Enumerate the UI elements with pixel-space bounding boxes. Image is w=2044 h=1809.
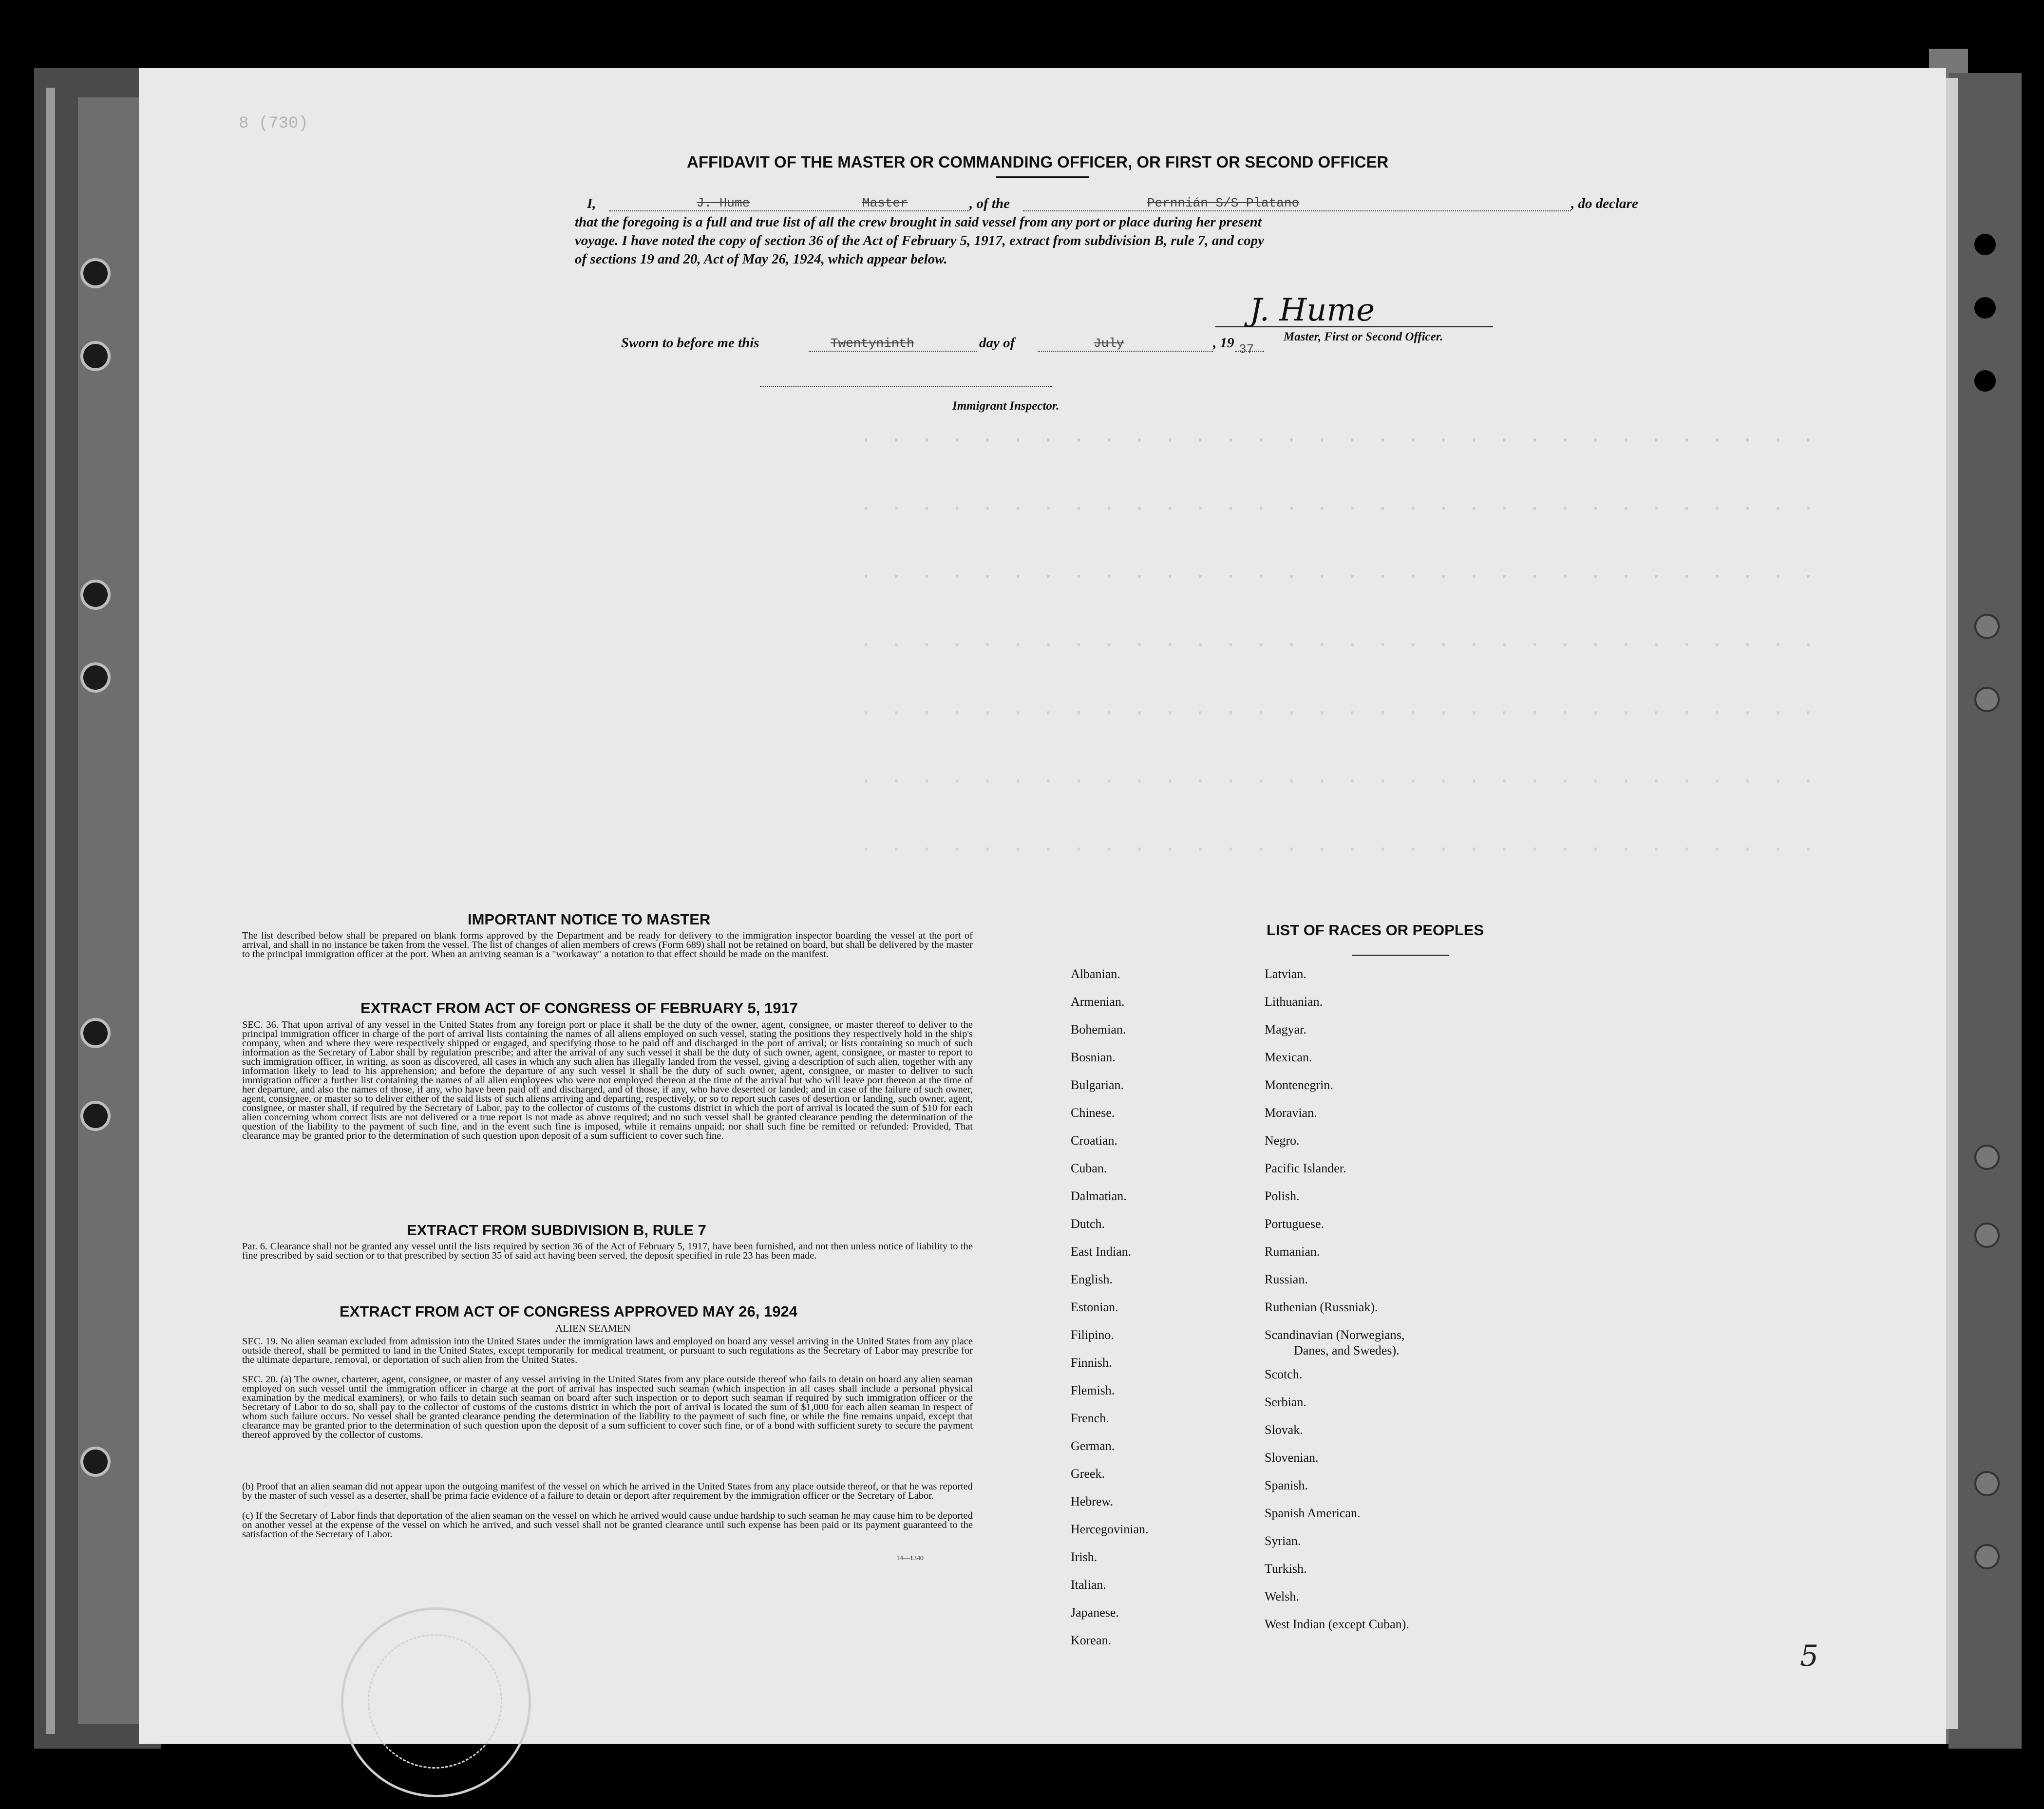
day-fill: Twentyninth <box>831 336 914 351</box>
race-item: Scandinavian (Norwegians, <box>1265 1328 1405 1342</box>
bleed-through-row: · · · · · · · · · · · · · · · · · · · · · · · · · · · · · · · · <box>860 429 1817 452</box>
race-item: Korean. <box>1071 1633 1112 1647</box>
page-mark: 5 <box>1800 1639 1819 1673</box>
inspector-caption: Immigrant Inspector. <box>952 399 1060 413</box>
sworn-label: Sworn to before me this <box>621 335 759 351</box>
affidavit-line2: that the foregoing is a full and true list of all the crew brought in said vessel from any port or place during her present <box>575 214 1262 230</box>
affidavit-title: AFFIDAVIT OF THE MASTER OR COMMANDING OFFICER, OR FIRST OR SECOND OFFICER <box>687 153 1389 171</box>
race-item: Bohemian. <box>1071 1022 1126 1036</box>
race-item: Lithuanian. <box>1265 995 1323 1009</box>
day-line <box>809 351 977 352</box>
binder-edge <box>46 88 55 1734</box>
of-the-label: , of the <box>969 196 1010 211</box>
race-item: Serbian. <box>1265 1395 1306 1409</box>
race-item: Filipino. <box>1071 1328 1114 1342</box>
bleed-through-row: · · · · · · · · · · · · · · · · · · · · · · · · · · · · · · · · <box>860 497 1817 520</box>
race-item: Moravian. <box>1265 1106 1317 1120</box>
punch-hole <box>1974 614 2000 639</box>
race-item: Irish. <box>1071 1550 1098 1564</box>
signer-caption: Master, First or Second Officer. <box>1284 330 1443 343</box>
race-item: Latvian. <box>1265 967 1306 981</box>
race-item: Italian. <box>1071 1578 1106 1592</box>
signature-line <box>1215 326 1493 327</box>
race-item: Danes, and Swedes). <box>1294 1343 1400 1357</box>
sec20b-text: (b) Proof that an alien seaman did not appear upon the outgoing manifest of the vessel on which he arrived in the United States from any place outside thereof, or that he was reported by the master of such vessel as a deserter, shall be prima facie evidence of a failure to detain or deport after requirement by the immigration officer or the Secretary of Labor. <box>242 1481 973 1501</box>
vessel-fill: Pernnián S/S Platano <box>1147 196 1300 210</box>
form-code: 8 (730) <box>239 114 308 133</box>
race-item: Ruthenian (Russniak). <box>1265 1300 1378 1314</box>
binder-hole <box>80 258 111 288</box>
race-item: Slovenian. <box>1265 1451 1319 1465</box>
race-item: Mexican. <box>1265 1050 1312 1064</box>
do-declare-label: , do declare <box>1571 196 1638 211</box>
name-line <box>609 210 969 211</box>
race-item: Hercegovinian. <box>1071 1522 1149 1536</box>
race-item: Dalmatian. <box>1071 1189 1127 1203</box>
race-item: Estonian. <box>1071 1300 1118 1314</box>
year-fill: 37 <box>1239 342 1254 357</box>
year-prefix: , 19 <box>1213 335 1234 351</box>
race-item: Croatian. <box>1071 1133 1118 1148</box>
race-item: Scotch. <box>1265 1367 1303 1381</box>
extract-rule7-text: Par. 6. Clearance shall not be granted any vessel until the lists required by section 36 of the Act of February 5, 1917, have been furnished, and not then unless notice of liability to the fine prescribed by said section or to that prescribed by section 35 of said act having been served, the deposit specified in rule 23 has been made. <box>242 1241 973 1261</box>
extract-rule7-title: EXTRACT FROM SUBDIVISION B, RULE 7 <box>407 1222 706 1239</box>
master-signature: J. Hume <box>1249 292 1375 328</box>
race-item: Albanian. <box>1071 967 1120 981</box>
affidavit-i: I, <box>587 196 596 211</box>
race-item: Montenegrin. <box>1265 1078 1333 1092</box>
punch-hole <box>1974 297 1996 319</box>
binder-hole <box>80 1018 111 1048</box>
race-item: Portuguese. <box>1265 1217 1325 1231</box>
binder-hole <box>80 580 111 610</box>
name-fill: J. Hume <box>697 196 750 210</box>
extract-1917-title: EXTRACT FROM ACT OF CONGRESS OF FEBRUARY 5, 1917 <box>360 999 798 1017</box>
race-item: Polish. <box>1265 1189 1300 1203</box>
punch-hole <box>1974 1544 2000 1569</box>
rank-fill: Master <box>862 196 908 210</box>
binder-hole <box>80 1447 111 1477</box>
race-item: Cuban. <box>1071 1161 1107 1175</box>
bleed-through-row: · · · · · · · · · · · · · · · · · · · · · · · · · · · · · · · · <box>860 633 1817 657</box>
affidavit-line4: of sections 19 and 20, Act of May 26, 1924, which appear below. <box>575 251 947 267</box>
notice-text: The list described below shall be prepared on blank forms approved by the Department and be ready for delivery to the immigration inspector boarding the vessel at the port of arrival, and shall in no instance be taken from the vessel. The list of changes of alien members of crews (Form 689) shall not be retained on board, but shall be delivered by the master to the principal immigration officer at the port. When an arriving seaman is a "workaway" a notation to that effect should be made on the manifest. <box>242 930 973 960</box>
extract-1924-title: EXTRACT FROM ACT OF CONGRESS APPROVED MAY 26, 1924 <box>340 1303 797 1320</box>
punch-hole <box>1974 234 1996 255</box>
bleed-through-row: · · · · · · · · · · · · · · · · · · · · · · · · · · · · · · · · <box>860 770 1817 793</box>
affidavit-line3: voyage. I have noted the copy of section 36 of the Act of February 5, 1917, extract from subdivision B, rule 7, and copy <box>575 233 1264 248</box>
race-item: Greek. <box>1071 1467 1105 1481</box>
race-item: Slovak. <box>1265 1423 1303 1437</box>
race-item: Bosnian. <box>1071 1050 1116 1064</box>
race-item: Russian. <box>1265 1272 1308 1286</box>
day-of-label: day of <box>979 335 1015 351</box>
race-item: Chinese. <box>1071 1106 1115 1120</box>
sec20-text: SEC. 20. (a) The owner, charterer, agent, consignee, or master of any vessel arriving in the United States from any place outside thereof who fails to detain on board any alien seaman employed on such vessel until the immigration officer in charge at the port of arrival has inspected such seaman (which inspection in all cases shall include a personal physical examination by the medical examiners), or who fails to detain such seaman on board after such inspection or to deport such seaman if required by such immigration officer or the Secretary of Labor to do so, shall pay to the collector of customs of the customs district in which the port of arrival is located the sum of $1,000 for each alien seaman in respect of whom such failure occurs. No vessel shall be granted clearance pending the determination of the liability to the payment of such fine, or while the fine remains unpaid, except that clearance may be granted prior to the determination of such question upon the deposit of a sum sufficient to cover such fine, or of a bond with sufficient surety to secure the payment thereof approved by the collector of customs. <box>242 1374 973 1440</box>
inspector-line <box>760 386 1052 387</box>
races-rule <box>1352 955 1449 956</box>
race-item: Rumanian. <box>1265 1244 1320 1259</box>
month-line <box>1038 351 1213 352</box>
punch-hole <box>1974 1223 2000 1248</box>
binder-hole <box>80 1101 111 1131</box>
binder-hole <box>80 662 111 693</box>
punch-hole <box>1974 370 1996 392</box>
back-sheet-grid <box>1949 73 2022 1749</box>
title-rule <box>996 176 1089 178</box>
races-title: LIST OF RACES OR PEOPLES <box>1267 922 1484 939</box>
notice-title: IMPORTANT NOTICE TO MASTER <box>468 911 711 928</box>
month-fill: July <box>1094 336 1124 351</box>
alien-seamen-subtitle: ALIEN SEAMEN <box>555 1322 631 1334</box>
race-item: Japanese. <box>1071 1605 1119 1620</box>
bleed-through-row: · · · · · · · · · · · · · · · · · · · · · · · · · · · · · · · · <box>860 701 1817 725</box>
punch-hole <box>1974 687 2000 712</box>
race-item: Flemish. <box>1071 1383 1115 1397</box>
bleed-through-row: · · · · · · · · · · · · · · · · · · · · · · · · · · · · · · · · <box>860 838 1817 861</box>
punch-hole <box>1974 1145 2000 1170</box>
race-item: Negro. <box>1265 1133 1300 1148</box>
sec19-text: SEC. 19. No alien seaman excluded from admission into the United States under the immigration laws and employed on board any vessel arriving in the United States from any place outside thereof, shall be permitted to land in the United States, except temporarily for medical treatment, or pursuant to such regulations as the Secretary of Labor may prescribe for the ultimate departure, removal, or deportation of such alien from the United States. <box>242 1336 973 1365</box>
race-item: Syrian. <box>1265 1534 1301 1548</box>
race-item: German. <box>1071 1439 1115 1453</box>
extract-1917-text: SEC. 36. That upon arrival of any vessel in the United States from any foreign port or place it shall be the duty of the owner, agent, consignee, or master thereof to deliver to the principal immigration officer in charge of the port of arrival lists containing the names of all aliens employed on such vessel, stating the positions they respectively hold in the ship's company, when and where they were respectively shipped or engaged, and specifying those to be paid off and discharged in the port of arrival; or lists containing so much of such information as the Secretary of Labor shall by regulation prescribe; and after the arrival of any such vessel it shall be the duty of such owner, agent, consignee, or master to report to such immigration officer, in writing, as soon as discovered, all cases in which any such alien has illegally landed from the vessel, giving a description of such alien, together with any information likely to lead to his apprehension; and before the departure of any such vessel it shall be the duty of such owner, agent, consignee, or master to deliver to such immigration officer a further list containing the names of all alien employees who were not employed thereon at the time of the arrival but who will leave port thereon at the time of her departure, and also the names of those, if any, who have been paid off and discharged, and of those, if any, who have deserted or landed; and in case of the failure of such owner, agent, consignee, or master so to deliver either of the said lists of such aliens arriving and departing, respectively, or so to report such cases of desertion or landing, such owner, agent, consignee, or master shall, if required by the Secretary of Labor, pay to the collector of customs of the customs district in which the port of arrival is located the sum of $10 for each alien concerning whom correct lists are not delivered or a true report is not made as above required; and no such vessel shall be granted clearance pending the determination of the question of the liability to the payment of such fine, and in the event such fine is imposed, while it remains unpaid; nor shall such fine be remitted or refunded: Provided, That clearance may be granted prior to the determination of such question upon deposit of a sum sufficient to cover such fine. <box>242 1019 973 1141</box>
race-item: English. <box>1071 1272 1113 1286</box>
form-number: 14—1340 <box>896 1555 924 1562</box>
race-item: Armenian. <box>1071 995 1125 1009</box>
race-item: Turkish. <box>1265 1562 1307 1576</box>
race-item: West Indian (except Cuban). <box>1265 1617 1409 1631</box>
binder-hole <box>80 341 111 371</box>
official-seal <box>341 1607 531 1797</box>
race-item: Dutch. <box>1071 1217 1105 1231</box>
race-item: Pacific Islander. <box>1265 1161 1346 1175</box>
document-page <box>139 68 1946 1744</box>
vessel-line <box>1023 210 1571 211</box>
race-item: Bulgarian. <box>1071 1078 1124 1092</box>
sec20c-text: (c) If the Secretary of Labor finds that deportation of the alien seaman on the vessel on which he arrived would cause undue hardship to such seaman he may cause him to be deported on another vessel at the expense of the vessel on which he arrived, and such vessel shall not be granted clearance until such expense has been paid or its payment guaranteed to the satisfaction of the Secretary of Labor. <box>242 1510 973 1540</box>
race-item: East Indian. <box>1071 1244 1132 1259</box>
race-item: Spanish American. <box>1265 1506 1361 1520</box>
race-item: Spanish. <box>1265 1478 1308 1492</box>
race-item: Welsh. <box>1265 1589 1299 1603</box>
race-item: Finnish. <box>1071 1356 1112 1370</box>
bleed-through-row: · · · · · · · · · · · · · · · · · · · · · · · · · · · · · · · · <box>860 565 1817 588</box>
race-item: French. <box>1071 1411 1109 1425</box>
race-item: Magyar. <box>1265 1022 1306 1036</box>
punch-hole <box>1974 1471 2000 1496</box>
race-item: Hebrew. <box>1071 1494 1114 1508</box>
